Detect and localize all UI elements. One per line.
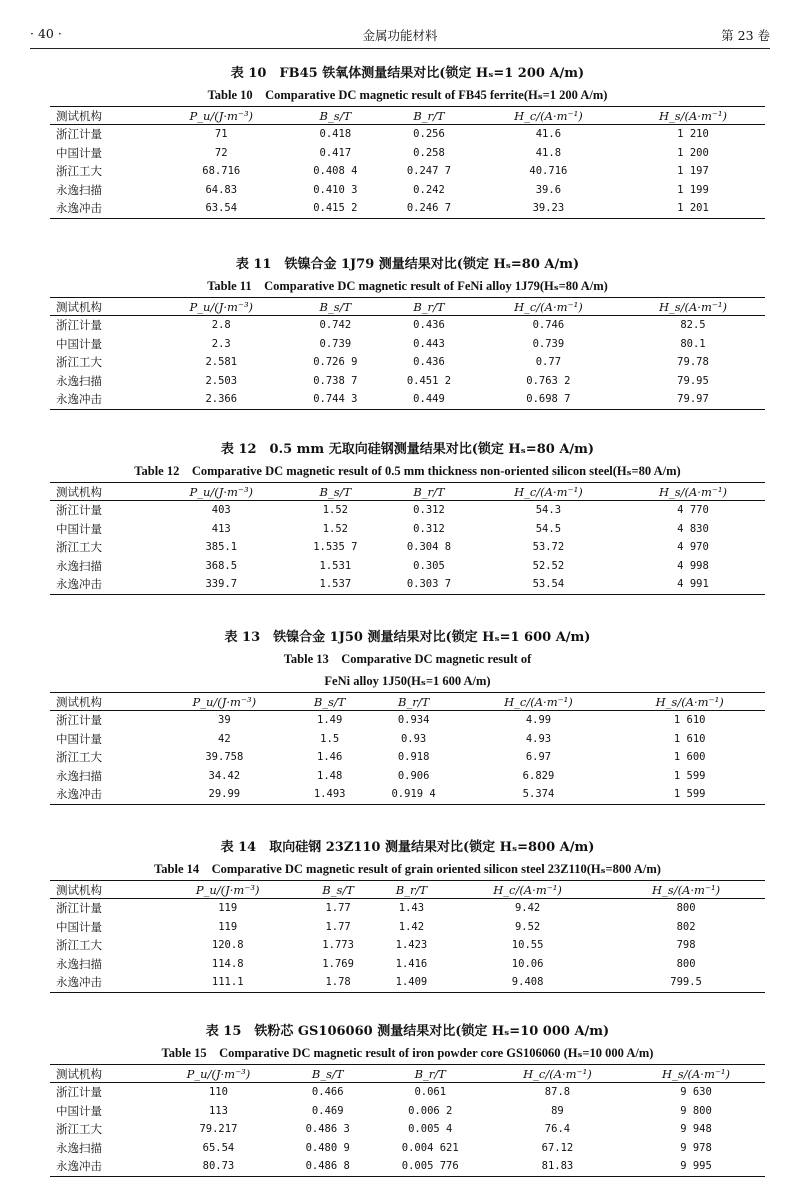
value-cell: 1.423	[395, 939, 428, 952]
value-cell: 39.23	[532, 202, 565, 215]
table-caption-cn: 表 13 铁镍合金 1J50 测量结果对比(锁定 Hₛ=1 600 A/m)	[224, 630, 591, 645]
table-row	[50, 1139, 765, 1158]
value-cell: 0.739	[319, 337, 352, 350]
value-cell: 40.716	[529, 165, 568, 178]
data-table	[50, 692, 765, 805]
value-cell: 89	[551, 1104, 564, 1117]
value-cell: 1.537	[319, 578, 352, 591]
value-cell: 1.48	[317, 769, 343, 782]
table-row	[50, 125, 765, 144]
table-caption-en-line2: FeNi alloy 1J50(Hₛ=1 600 A/m)	[324, 674, 491, 688]
column-header: H_c/(A·m⁻¹)	[476, 298, 621, 316]
table-row	[50, 955, 765, 974]
institution-cell: 浙江计量	[56, 503, 102, 518]
value-cell: 0.934	[397, 714, 430, 727]
value-cell: 0.763 2	[526, 374, 571, 387]
value-cell: 0.418	[319, 128, 352, 141]
value-cell: 1.42	[398, 920, 425, 933]
value-cell: 82.5	[680, 319, 706, 332]
value-cell: 87.8	[544, 1086, 571, 1099]
value-cell: 79.97	[677, 393, 709, 406]
value-cell: 0.77	[535, 356, 562, 369]
value-cell: 0.906	[397, 769, 430, 782]
data-table	[50, 297, 765, 410]
value-cell: 800	[676, 902, 696, 915]
value-cell: 0.436	[413, 356, 445, 369]
value-cell: 9 800	[680, 1104, 712, 1117]
value-cell: 1.416	[395, 957, 428, 970]
table-caption-cn: 表 11 铁镍合金 1J79 测量结果对比(锁定 Hₛ=80 A/m)	[235, 257, 580, 272]
value-cell: 1.409	[395, 976, 428, 989]
column-header: P_u/(J·m⁻³)	[154, 693, 295, 711]
value-cell: 39.758	[205, 751, 244, 764]
value-cell: 0.449	[413, 393, 445, 406]
table-row	[50, 785, 765, 804]
institution-cell: 中国计量	[56, 145, 102, 160]
value-cell: 1.49	[317, 714, 343, 727]
value-cell: 0.443	[413, 337, 445, 350]
institution-cell: 浙江工大	[56, 1122, 102, 1137]
value-cell: 29.99	[208, 788, 241, 801]
table-header-row	[50, 483, 765, 501]
institution-cell: 永逸扫描	[56, 558, 102, 573]
column-header: 测试机构	[50, 881, 154, 899]
institution-cell: 浙江工大	[56, 540, 102, 555]
column-header: H_s/(A·m⁻¹)	[614, 693, 765, 711]
value-cell: 0.415 2	[313, 202, 358, 215]
value-cell: 799.5	[670, 976, 702, 989]
value-cell: 9 978	[680, 1141, 712, 1154]
data-table	[50, 482, 765, 595]
value-cell: 1.493	[313, 788, 346, 801]
value-cell: 0.919 4	[391, 788, 436, 801]
value-cell: 9.408	[511, 976, 544, 989]
value-cell: 4.93	[525, 732, 552, 745]
value-cell: 0.061	[414, 1086, 447, 1099]
table-row	[50, 181, 765, 200]
value-cell: 0.744 3	[313, 393, 358, 406]
value-cell: 2.503	[205, 374, 238, 387]
value-cell: 1.5	[320, 732, 340, 745]
column-header: B_s/T	[301, 881, 374, 899]
column-header: B_r/T	[365, 693, 463, 711]
table-block	[50, 255, 765, 410]
value-cell: 6.97	[525, 751, 552, 764]
institution-cell: 永逸冲击	[56, 577, 102, 592]
value-cell: 385.1	[205, 541, 238, 554]
value-cell: 79.217	[199, 1123, 238, 1136]
table-header-row	[50, 107, 765, 125]
value-cell: 1.52	[322, 504, 348, 517]
institution-cell: 永逸冲击	[56, 975, 102, 990]
institution-cell: 永逸冲击	[56, 1159, 102, 1174]
column-header: P_u/(J·m⁻³)	[154, 881, 301, 899]
table-row	[50, 538, 765, 557]
value-cell: 800	[676, 957, 696, 970]
column-header: 测试机构	[50, 298, 154, 316]
table-row	[50, 575, 765, 594]
value-cell: 1.535 7	[313, 541, 358, 554]
value-cell: 5.374	[522, 788, 555, 801]
value-cell: 53.54	[532, 578, 565, 591]
value-cell: 1.78	[325, 976, 351, 989]
table-caption-cn: 表 10 FB45 铁氧体测量结果对比(锁定 Hₛ=1 200 A/m)	[230, 66, 585, 81]
value-cell: 80.73	[202, 1160, 235, 1173]
value-cell: 0.246 7	[406, 202, 452, 215]
institution-cell: 永逸扫描	[56, 956, 102, 971]
value-cell: 41.6	[535, 128, 562, 141]
table-row	[50, 748, 765, 767]
table-row	[50, 1083, 765, 1102]
institution-cell: 永逸扫描	[56, 1140, 102, 1155]
value-cell: 1 599	[673, 769, 706, 782]
value-cell: 1 210	[677, 128, 709, 141]
value-cell: 2.366	[205, 393, 238, 406]
value-cell: 1 200	[677, 146, 709, 159]
value-cell: 413	[211, 522, 231, 535]
value-cell: 0.486 3	[305, 1123, 350, 1136]
value-cell: 1 199	[677, 183, 709, 196]
table-row	[50, 918, 765, 937]
value-cell: 1.52	[322, 522, 348, 535]
table-row	[50, 144, 765, 163]
value-cell: 72	[214, 146, 228, 159]
value-cell: 802	[676, 920, 696, 933]
page-number: · 40 ·	[30, 26, 62, 41]
table-row	[50, 162, 765, 181]
data-table	[50, 880, 765, 993]
table-header-row	[50, 881, 765, 899]
value-cell: 1.769	[322, 957, 354, 970]
column-header: H_c/(A·m⁻¹)	[488, 1065, 627, 1083]
value-cell: 1.43	[398, 902, 425, 915]
value-cell: 9 995	[680, 1160, 712, 1173]
journal-name: 金属功能材料	[362, 28, 438, 43]
value-cell: 1 610	[673, 732, 706, 745]
column-header: H_s/(A·m⁻¹)	[627, 1065, 765, 1083]
value-cell: 6.829	[522, 769, 555, 782]
column-header: 测试机构	[50, 1065, 154, 1083]
value-cell: 403	[211, 504, 231, 517]
column-header: P_u/(J·m⁻³)	[154, 107, 289, 125]
value-cell: 0.303 7	[406, 578, 452, 591]
value-cell: 0.004 621	[401, 1141, 459, 1154]
table-row	[50, 335, 765, 354]
column-header: P_u/(J·m⁻³)	[154, 298, 289, 316]
column-header: P_u/(J·m⁻³)	[154, 1065, 283, 1083]
institution-cell: 浙江计量	[56, 127, 102, 142]
table-row	[50, 936, 765, 955]
table-block	[50, 64, 765, 219]
column-header: 测试机构	[50, 107, 154, 125]
institution-cell: 浙江计量	[56, 713, 102, 728]
value-cell: 1 600	[673, 751, 706, 764]
value-cell: 339.7	[205, 578, 238, 591]
value-cell: 0.486 8	[305, 1160, 350, 1173]
value-cell: 9 630	[680, 1086, 712, 1099]
data-table	[50, 106, 765, 219]
value-cell: 1.773	[322, 939, 354, 952]
column-header: B_s/T	[283, 1065, 373, 1083]
value-cell: 798	[676, 939, 696, 952]
column-header: B_r/T	[382, 107, 476, 125]
table-block	[50, 440, 765, 595]
institution-cell: 浙江工大	[56, 164, 102, 179]
value-cell: 81.83	[541, 1160, 574, 1173]
column-header: H_c/(A·m⁻¹)	[476, 107, 621, 125]
institution-cell: 浙江计量	[56, 1085, 102, 1100]
value-cell: 65.54	[202, 1141, 235, 1154]
value-cell: 0.726 9	[313, 356, 358, 369]
value-cell: 0.006 2	[408, 1104, 453, 1117]
volume-label: 第 23 卷	[721, 28, 770, 43]
institution-cell: 中国计量	[56, 919, 102, 934]
table-row	[50, 557, 765, 576]
value-cell: 10.06	[511, 957, 544, 970]
value-cell: 0.93	[400, 732, 427, 745]
value-cell: 54.3	[535, 504, 562, 517]
table-block	[50, 1022, 765, 1177]
value-cell: 120.8	[211, 939, 244, 952]
table-caption-cn: 表 14 取向硅钢 23Z110 测量结果对比(锁定 Hₛ=800 A/m)	[220, 840, 595, 855]
value-cell: 0.739	[532, 337, 565, 350]
value-cell: 0.742	[319, 319, 352, 332]
value-cell: 0.410 3	[313, 183, 358, 196]
column-header: H_c/(A·m⁻¹)	[448, 881, 607, 899]
column-header: B_s/T	[289, 298, 383, 316]
value-cell: 1.77	[325, 920, 351, 933]
value-cell: 79.78	[677, 356, 709, 369]
column-header: 测试机构	[50, 693, 154, 711]
value-cell: 68.716	[202, 165, 241, 178]
value-cell: 1 197	[677, 165, 709, 178]
table-caption-en: Table 14 Comparative DC magnetic result of grain oriented silicon steel 23Z110(Hₛ=800 A/m)	[154, 862, 661, 876]
table-caption-cn: 表 15 铁粉芯 GS106060 测量结果对比(锁定 Hₛ=10 000 A/m)	[205, 1024, 610, 1039]
value-cell: 0.247 7	[406, 165, 452, 178]
value-cell: 114.8	[211, 957, 244, 970]
value-cell: 0.698 7	[526, 393, 571, 406]
table-row	[50, 199, 765, 218]
value-cell: 9 948	[680, 1123, 712, 1136]
value-cell: 42	[218, 732, 231, 745]
value-cell: 0.258	[413, 146, 445, 159]
value-cell: 34.42	[208, 769, 241, 782]
value-cell: 71	[214, 128, 228, 141]
value-cell: 1.46	[317, 751, 343, 764]
table-header-row	[50, 693, 765, 711]
value-cell: 1.531	[319, 559, 352, 572]
value-cell: 54.5	[535, 522, 562, 535]
table-row	[50, 1120, 765, 1139]
institution-cell: 永逸冲击	[56, 787, 102, 802]
value-cell: 4.99	[525, 714, 552, 727]
value-cell: 2.3	[211, 337, 231, 350]
column-header: H_c/(A·m⁻¹)	[476, 483, 621, 501]
table-caption-en: Table 10 Comparative DC magnetic result of FB45 ferrite(Hₛ=1 200 A/m)	[207, 88, 608, 102]
institution-cell: 浙江工大	[56, 355, 102, 370]
table-row	[50, 501, 765, 520]
table-row	[50, 973, 765, 992]
table-caption-en: Table 15 Comparative DC magnetic result of iron powder core GS106060 (Hₛ=10 000 A/m)	[161, 1046, 654, 1060]
value-cell: 119	[218, 920, 238, 933]
table-row	[50, 711, 765, 730]
institution-cell: 浙江计量	[56, 901, 102, 916]
column-header: H_s/(A·m⁻¹)	[621, 483, 765, 501]
value-cell: 1.77	[325, 902, 351, 915]
table-row	[50, 730, 765, 749]
value-cell: 4 970	[677, 541, 709, 554]
table-row	[50, 767, 765, 786]
institution-cell: 浙江计量	[56, 318, 102, 333]
table-caption-en: Table 13 Comparative DC magnetic result of	[283, 652, 532, 666]
column-header: B_s/T	[289, 483, 383, 501]
value-cell: 64.83	[205, 183, 238, 196]
value-cell: 0.918	[397, 751, 430, 764]
table-header-row	[50, 1065, 765, 1083]
table-block	[50, 838, 765, 993]
value-cell: 368.5	[205, 559, 238, 572]
value-cell: 110	[208, 1086, 228, 1099]
value-cell: 113	[208, 1104, 228, 1117]
value-cell: 1 610	[673, 714, 706, 727]
value-cell: 0.480 9	[305, 1141, 350, 1154]
table-row	[50, 316, 765, 335]
column-header: B_s/T	[295, 693, 365, 711]
value-cell: 2.8	[211, 319, 231, 332]
value-cell: 111.1	[211, 976, 244, 989]
value-cell: 0.738 7	[313, 374, 358, 387]
column-header: H_s/(A·m⁻¹)	[607, 881, 765, 899]
table-row	[50, 372, 765, 391]
value-cell: 39.6	[535, 183, 562, 196]
table-caption-en: Table 11 Comparative DC magnetic result of FeNi alloy 1J79(Hₛ=80 A/m)	[207, 279, 608, 293]
table-row	[50, 899, 765, 918]
value-cell: 76.4	[544, 1123, 571, 1136]
column-header: H_s/(A·m⁻¹)	[621, 298, 765, 316]
value-cell: 0.466	[311, 1086, 344, 1099]
table-row	[50, 1102, 765, 1121]
table-caption-cn: 表 12 0.5 mm 无取向硅钢测量结果对比(锁定 Hₛ=80 A/m)	[220, 442, 595, 457]
table-row	[50, 390, 765, 409]
value-cell: 9.42	[514, 902, 541, 915]
institution-cell: 永逸扫描	[56, 182, 102, 197]
value-cell: 0.408 4	[313, 165, 358, 178]
value-cell: 67.12	[541, 1141, 574, 1154]
value-cell: 0.451 2	[406, 374, 452, 387]
institution-cell: 永逸扫描	[56, 373, 102, 388]
value-cell: 0.746	[532, 319, 565, 332]
value-cell: 0.305	[413, 559, 445, 572]
value-cell: 63.54	[205, 202, 238, 215]
value-cell: 0.256	[413, 128, 445, 141]
column-header: B_r/T	[373, 1065, 488, 1083]
value-cell: 0.469	[311, 1104, 344, 1117]
table-row	[50, 1157, 765, 1176]
value-cell: 4 830	[677, 522, 709, 535]
value-cell: 4 991	[677, 578, 709, 591]
table-caption-en: Table 12 Comparative DC magnetic result of 0.5 mm thickness non-oriented silicon steel(Hₛ=80 A/m)	[134, 464, 681, 478]
value-cell: 52.52	[532, 559, 565, 572]
value-cell: 9.52	[514, 920, 541, 933]
table-header-row	[50, 298, 765, 316]
column-header: B_s/T	[289, 107, 383, 125]
column-header: H_c/(A·m⁻¹)	[463, 693, 615, 711]
institution-cell: 永逸冲击	[56, 201, 102, 216]
value-cell: 0.436	[413, 319, 445, 332]
value-cell: 0.304 8	[406, 541, 452, 554]
table-block	[50, 628, 765, 805]
institution-cell: 中国计量	[56, 1103, 102, 1118]
value-cell: 4 770	[677, 504, 709, 517]
value-cell: 0.417	[319, 146, 352, 159]
column-header: B_r/T	[382, 483, 476, 501]
value-cell: 80.1	[680, 337, 706, 350]
value-cell: 39	[218, 714, 231, 727]
institution-cell: 浙江工大	[56, 938, 102, 953]
value-cell: 4 998	[677, 559, 709, 572]
institution-cell: 中国计量	[56, 521, 102, 536]
institution-cell: 永逸扫描	[56, 768, 102, 783]
value-cell: 0.312	[413, 504, 445, 517]
value-cell: 119	[218, 902, 238, 915]
value-cell: 79.95	[677, 374, 709, 387]
value-cell: 0.005 776	[401, 1160, 459, 1173]
column-header: P_u/(J·m⁻³)	[154, 483, 289, 501]
data-table	[50, 1064, 765, 1177]
value-cell: 53.72	[532, 541, 565, 554]
institution-cell: 中国计量	[56, 731, 102, 746]
column-header: B_r/T	[382, 298, 476, 316]
institution-cell: 中国计量	[56, 336, 102, 351]
value-cell: 0.242	[413, 183, 445, 196]
value-cell: 0.005 4	[408, 1123, 453, 1136]
value-cell: 41.8	[535, 146, 562, 159]
table-row	[50, 520, 765, 539]
value-cell: 10.55	[511, 939, 544, 952]
column-header: H_s/(A·m⁻¹)	[621, 107, 765, 125]
column-header: 测试机构	[50, 483, 154, 501]
running-header	[30, 22, 770, 49]
value-cell: 0.312	[413, 522, 445, 535]
column-header: B_r/T	[375, 881, 448, 899]
value-cell: 2.581	[205, 356, 238, 369]
table-row	[50, 353, 765, 372]
institution-cell: 浙江工大	[56, 750, 102, 765]
institution-cell: 永逸冲击	[56, 392, 102, 407]
value-cell: 1 201	[677, 202, 709, 215]
value-cell: 1 599	[673, 788, 706, 801]
